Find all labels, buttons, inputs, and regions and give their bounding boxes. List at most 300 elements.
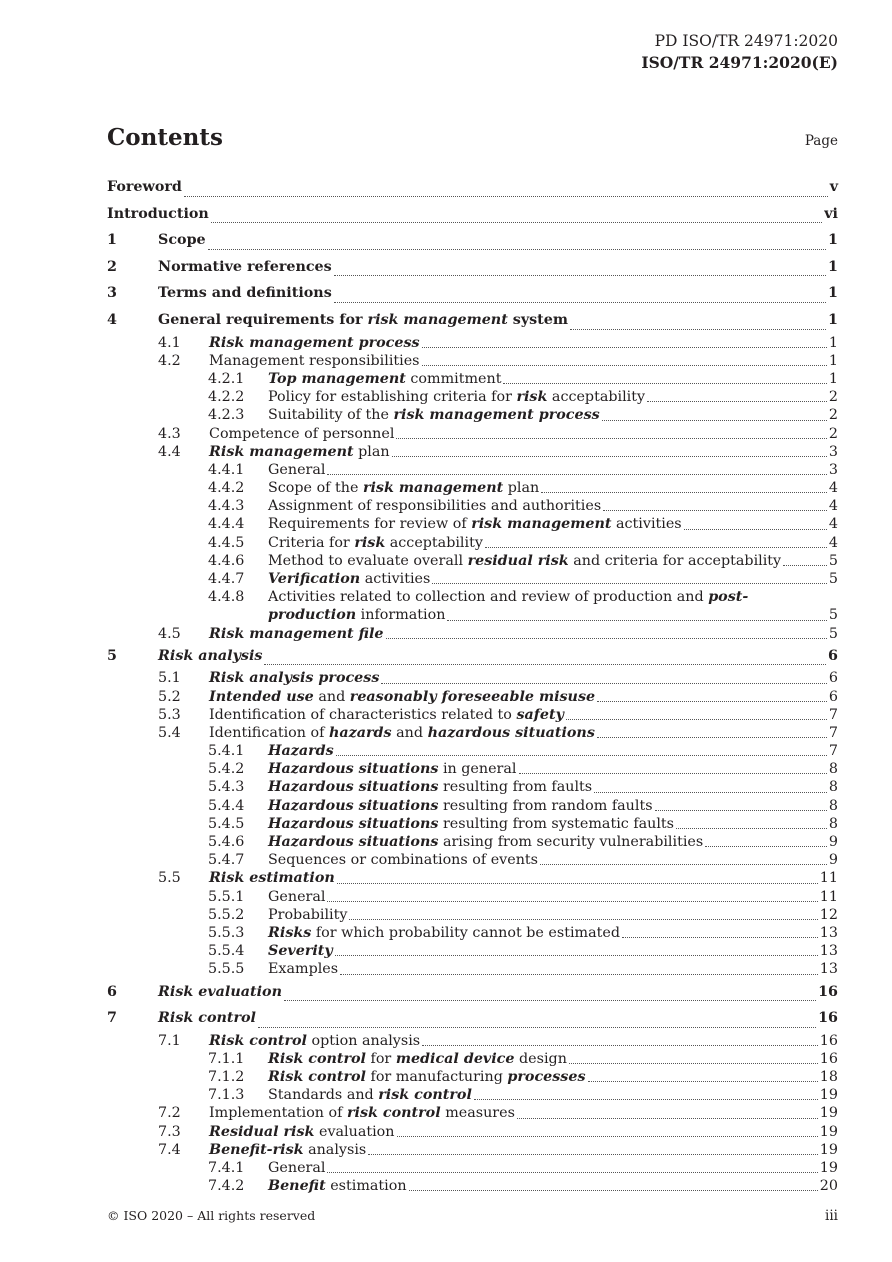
toc-entry-number: 5.4.3 [208, 779, 245, 796]
toc-entry[interactable] [107, 1141, 838, 1159]
toc-leader-dots [519, 773, 827, 774]
toc-page-number: 3 [828, 443, 838, 460]
toc-leader-dots [409, 1190, 818, 1191]
toc-entry-number: 7.1 [158, 1032, 181, 1049]
toc-entry-number: 6 [107, 983, 117, 1000]
toc-entry-number: 5.4.4 [208, 797, 245, 814]
toc-entry[interactable] [107, 1050, 838, 1068]
toc-entry-title [158, 307, 568, 334]
toc-entry-title [268, 479, 539, 497]
toc-title-segment: risk management [471, 516, 612, 533]
toc-page-number: 2 [828, 389, 838, 406]
toc-title-segment: Management responsibilities [209, 352, 420, 369]
toc-page-number: 11 [819, 870, 838, 887]
toc-entry-number: 4.3 [158, 425, 181, 442]
toc-title-segment: Verification [268, 571, 361, 587]
toc-title-segment: Requirements for review of [268, 516, 472, 533]
toc-leader-dots [284, 1000, 816, 1001]
toc-entry-number: 4.4.5 [208, 534, 245, 551]
toc-entry[interactable] [107, 888, 838, 906]
toc-title-segment: Risk control [268, 1069, 366, 1086]
toc-leader-dots [264, 664, 826, 665]
toc-title-segment: Examples [268, 961, 339, 978]
toc-entry-title [268, 924, 620, 942]
toc-entry[interactable] [107, 425, 838, 443]
toc-entry[interactable] [107, 1104, 838, 1122]
toc-leader-dots [602, 420, 827, 421]
toc-leader-dots [397, 1136, 818, 1137]
toc-entry-title [209, 352, 420, 370]
toc-page-number: 5 [828, 552, 838, 569]
toc-entry-title [268, 760, 517, 778]
toc-page-number: 7 [828, 724, 838, 741]
toc-leader-dots [368, 1154, 818, 1155]
toc-entry-number: 5.4.5 [208, 815, 245, 832]
toc-leader-dots [622, 937, 818, 938]
toc-leader-dots [208, 249, 826, 250]
toc-leader-dots [340, 974, 818, 975]
toc-title-segment: Benefit-risk [209, 1141, 304, 1158]
toc-leader-dots [705, 846, 827, 847]
toc-entry[interactable] [107, 724, 838, 742]
toc-leader-dots [335, 955, 818, 956]
toc-title-segment: Risk analysis [158, 647, 263, 664]
toc-entry-title [268, 1086, 472, 1104]
toc-leader-dots [422, 347, 827, 348]
toc-page-number: 6 [828, 670, 838, 687]
toc-entry-title [158, 280, 332, 307]
toc-leader-dots [503, 383, 826, 384]
toc-title-segment: residual risk [467, 552, 569, 569]
toc-entry[interactable] [107, 479, 838, 497]
toc-entry-number: 5.4.2 [208, 761, 245, 778]
toc-entry-title [209, 443, 390, 461]
toc-leader-dots [337, 883, 818, 884]
toc-entry[interactable] [107, 254, 838, 281]
toc-entry-title [268, 942, 333, 960]
toc-leader-dots [541, 492, 827, 493]
toc-title-segment: for which probability cannot be estimated [311, 924, 620, 941]
toc-entry-number: 4.4.3 [208, 498, 245, 515]
toc-title-segment: and criteria for acceptability [568, 552, 782, 569]
toc-entry-title [268, 552, 781, 570]
toc-entry[interactable] [107, 588, 838, 606]
toc-title-segment: resulting from systematic faults [438, 815, 675, 832]
toc-page-number: 16 [818, 1010, 838, 1027]
toc-page-number: 12 [819, 906, 838, 923]
toc-entry[interactable] [107, 606, 838, 624]
toc-leader-dots [566, 719, 827, 720]
toc-entry-number: 4.2.3 [208, 407, 245, 424]
toc-entry-title [268, 1050, 567, 1068]
toc-title-segment: Risk control [209, 1032, 307, 1049]
toc-entry-title [268, 570, 430, 588]
toc-entry-title [268, 797, 653, 815]
toc-entry[interactable] [107, 406, 838, 424]
toc-page-number: 5 [828, 625, 838, 642]
toc-title-segment: Severity [268, 943, 333, 960]
toc-entry-title [209, 1032, 420, 1050]
toc-page-number: 8 [828, 815, 838, 832]
toc-title-segment: in general [438, 761, 517, 778]
toc-leader-dots [386, 638, 827, 639]
toc-entry-number: 4.4.8 [208, 589, 245, 606]
toc-entry-title [268, 815, 674, 833]
toc-entry[interactable] [107, 552, 838, 570]
toc-title-segment: Risk control [158, 1010, 256, 1027]
toc-entry[interactable] [107, 1177, 838, 1195]
toc-title-segment: Risk analysis process [209, 670, 380, 687]
toc-entry[interactable] [107, 942, 838, 960]
toc-entry[interactable] [107, 906, 838, 924]
toc-page-number: 13 [819, 961, 838, 978]
toc-title-segment: processes [507, 1069, 586, 1086]
toc-entry[interactable] [107, 1123, 838, 1141]
toc-leader-dots [349, 919, 817, 920]
toc-leader-dots [517, 1118, 818, 1119]
toc-page-number: 4 [828, 534, 838, 551]
toc-entry-title [268, 778, 592, 796]
toc-entry-title [158, 643, 262, 670]
toc-page-number: 6 [828, 688, 838, 705]
toc-title-segment: Introduction [107, 205, 209, 222]
toc-entry-number: 7.4.1 [208, 1160, 245, 1177]
toc-entry-number: 5.1 [158, 670, 181, 687]
toc-entry[interactable] [107, 570, 838, 588]
toc-page-number: 19 [819, 1123, 838, 1140]
toc-title-segment: hazardous situations [427, 724, 595, 741]
page-column-label: Page [804, 133, 838, 149]
toc-title-segment: and [313, 688, 350, 705]
toc-entry-number: 5.2 [158, 688, 181, 705]
toc-page-number: 19 [819, 1160, 838, 1177]
toc-entry[interactable] [107, 461, 838, 479]
toc-entry-title [209, 334, 420, 352]
toc-title-segment: Hazardous situations [268, 815, 439, 832]
toc-entry-title [268, 833, 703, 851]
toc-page-number: 1 [828, 370, 838, 387]
toc-title-segment: medical device [395, 1050, 515, 1067]
toc-entry-number: 4 [107, 311, 117, 328]
toc-entry[interactable] [107, 706, 838, 724]
toc-page-number: 16 [819, 1032, 838, 1049]
toc-entry[interactable] [107, 370, 838, 388]
toc-title-segment: risk control [347, 1105, 441, 1122]
toc-entry-number: 4.4.7 [208, 571, 245, 587]
toc-title-segment: Risks [268, 924, 312, 941]
toc-entry-number: 1 [107, 232, 117, 249]
toc-page-number: 5 [828, 571, 838, 587]
toc-entry-title [268, 1177, 407, 1195]
toc-title-segment: Hazards [268, 743, 334, 760]
toc-entry-title [209, 425, 394, 443]
toc-leader-dots [211, 222, 822, 223]
toc-title-segment: Hazardous situations [268, 797, 439, 814]
toc-entry-title [268, 960, 338, 978]
toc-page-number: 16 [818, 983, 838, 1000]
toc-entry[interactable] [107, 1159, 838, 1177]
toc-title-segment: acceptability [547, 389, 646, 406]
toc-entry-number: 5.5.3 [208, 924, 245, 941]
toc-title-segment: for manufacturing [365, 1069, 508, 1086]
toc-page-number: 19 [819, 1087, 838, 1104]
toc-title-segment: evaluation [314, 1123, 395, 1140]
toc-entry[interactable] [107, 669, 838, 687]
toc-entry-title [268, 742, 334, 760]
toc-entry[interactable] [107, 778, 838, 796]
toc-page-number: 11 [819, 888, 838, 905]
toc-entry[interactable] [107, 534, 838, 552]
toc-entry[interactable] [107, 280, 838, 307]
toc-leader-dots [336, 755, 827, 756]
toc-title-segment: Policy for establishing criteria for [268, 389, 517, 406]
toc-title-segment: Sequences or combinations of events [268, 852, 538, 869]
toc-page-number: 4 [828, 498, 838, 515]
toc-title-segment: Hazardous situations [268, 779, 439, 796]
toc-entry[interactable] [107, 307, 838, 334]
toc-page-number: 18 [819, 1069, 838, 1086]
toc-entry[interactable] [107, 1086, 838, 1104]
toc-page-number: 4 [828, 480, 838, 497]
toc-leader-dots [676, 828, 827, 829]
toc-entry[interactable] [107, 924, 838, 942]
toc-entry[interactable] [107, 625, 838, 643]
toc-title-segment: for [365, 1050, 396, 1067]
toc-page-number: 8 [828, 761, 838, 778]
toc-title-segment: safety [516, 706, 564, 723]
toc-leader-dots [258, 1027, 816, 1028]
toc-title-segment: risk management [362, 480, 504, 497]
footer-page-number: iii [825, 1208, 838, 1224]
toc-entry-number: 5.4.6 [208, 834, 245, 851]
toc-entry[interactable] [107, 1068, 838, 1086]
toc-page-number: 1 [828, 352, 838, 369]
toc-entry-title [209, 724, 595, 742]
toc-entry[interactable] [107, 1032, 838, 1050]
toc-title-segment: production [268, 607, 357, 624]
toc-entry-number: 3 [107, 285, 117, 302]
toc-entry-number: 7.1.1 [208, 1050, 245, 1067]
toc-title-segment: Scope of the [268, 480, 363, 497]
toc-title-segment: Scope [158, 232, 206, 249]
toc-title-segment: Probability [268, 906, 348, 923]
document-header [641, 30, 838, 74]
toc-entry-title [209, 706, 564, 724]
toc-title-segment: Suitability of the [268, 407, 394, 424]
toc-title-segment: Foreword [107, 179, 182, 195]
toc-page-number: 7 [828, 706, 838, 723]
toc-entry[interactable] [107, 760, 838, 778]
toc-entry-number: 7.1.3 [208, 1087, 245, 1104]
toc-entry-number: 5.4.7 [208, 852, 245, 869]
toc-title-segment: Top management [268, 370, 406, 387]
toc-leader-dots [392, 456, 827, 457]
toc-entry-title [158, 1005, 256, 1032]
toc-title-segment: Intended use [209, 688, 314, 705]
toc-entry-title [158, 979, 282, 1006]
header-line-1: PD ISO/TR 24971:2020 [654, 32, 838, 50]
toc-entry-number: 7.3 [158, 1123, 181, 1140]
toc-leader-dots [432, 583, 827, 584]
toc-entry[interactable] [107, 227, 838, 254]
toc-title-segment: Risk evaluation [158, 983, 282, 1000]
toc-entry-number: 5.4.1 [208, 743, 245, 760]
table-of-contents [107, 174, 838, 1195]
toc-title-segment: Risk management process [209, 334, 420, 351]
toc-leader-dots [597, 737, 827, 738]
toc-title-segment: Assignment of responsibilities and authorities [268, 498, 602, 515]
toc-entry[interactable] [107, 797, 838, 815]
toc-page-number: 9 [828, 852, 838, 869]
toc-title-segment: Risk control [268, 1050, 366, 1067]
toc-leader-dots [588, 1081, 818, 1082]
toc-title-segment: post- [708, 589, 749, 606]
toc-title-segment: acceptability [385, 534, 483, 551]
toc-entry-title [268, 606, 445, 624]
toc-entry-number: 7.4.2 [208, 1178, 245, 1195]
toc-title-segment: resulting from faults [438, 779, 593, 796]
toc-title-segment: risk [516, 389, 548, 406]
toc-entry[interactable] [107, 688, 838, 706]
toc-entry-number: 5.5.1 [208, 888, 245, 905]
toc-title-segment: plan [503, 480, 540, 497]
toc-page-number: 13 [819, 924, 838, 941]
toc-title-segment: activities [611, 516, 682, 533]
toc-title-segment: information [356, 607, 446, 624]
toc-leader-dots [334, 275, 826, 276]
toc-page-number: 4 [828, 516, 838, 533]
toc-entry[interactable] [107, 1005, 838, 1032]
toc-entry[interactable] [107, 643, 838, 670]
toc-title-segment: risk control [378, 1087, 472, 1104]
toc-leader-dots [597, 701, 827, 702]
toc-entry-title [209, 688, 595, 706]
toc-entry-title [268, 534, 483, 552]
toc-leader-dots [327, 1172, 817, 1173]
page-title: Contents [107, 124, 223, 151]
toc-leader-dots [422, 1045, 818, 1046]
toc-entry-title [268, 906, 347, 924]
toc-entry-title [268, 406, 600, 424]
toc-entry-number: 5.5.2 [208, 906, 245, 923]
toc-entry[interactable] [107, 515, 838, 533]
toc-title-segment: Activities related to collection and review of production and [268, 589, 709, 606]
toc-title-segment: Method to evaluate overall [268, 552, 468, 569]
toc-title-segment: General [268, 461, 326, 478]
toc-entry-number: 7 [107, 1010, 117, 1027]
toc-entry[interactable] [107, 869, 838, 887]
toc-entry-number: 5.5 [158, 870, 181, 887]
toc-entry-number: 4.5 [158, 625, 181, 642]
toc-entry-title [268, 851, 538, 869]
toc-title-segment: risk management process [393, 407, 600, 424]
toc-entry-number: 5.5.5 [208, 961, 245, 978]
toc-entry-number: 5 [107, 647, 117, 664]
toc-entry[interactable] [107, 979, 838, 1006]
toc-entry[interactable] [107, 497, 838, 515]
toc-title-segment: Standards and [268, 1087, 379, 1104]
toc-entry-number: 4.4.6 [208, 552, 245, 569]
toc-leader-dots [485, 547, 827, 548]
toc-title-segment: Benefit [268, 1178, 326, 1195]
toc-leader-dots [184, 196, 828, 197]
toc-entry[interactable] [107, 388, 838, 406]
toc-entry[interactable] [107, 960, 838, 978]
toc-page-number: 13 [819, 943, 838, 960]
toc-entry-title [268, 1068, 586, 1086]
toc-entry-number: 4.1 [158, 334, 181, 351]
toc-title-segment: Terms and definitions [158, 285, 332, 302]
toc-page-number: 8 [828, 797, 838, 814]
toc-title-segment: Residual risk [209, 1123, 315, 1140]
toc-entry-number: 4.2.1 [208, 370, 245, 387]
toc-leader-dots [334, 302, 826, 303]
toc-entry-number: 7.1.2 [208, 1069, 245, 1086]
toc-entry-title [107, 201, 209, 228]
toc-page-number: 1 [828, 311, 838, 328]
toc-title-segment: commitment [405, 370, 502, 387]
toc-entry-number: 4.2.2 [208, 389, 245, 406]
toc-page-number: 6 [828, 647, 838, 664]
toc-entry[interactable] [107, 815, 838, 833]
toc-entry[interactable] [107, 201, 838, 228]
toc-entry[interactable] [107, 851, 838, 869]
toc-entry[interactable] [107, 443, 838, 461]
footer-copyright: © ISO 2020 – All rights reserved [107, 1208, 316, 1223]
toc-entry[interactable] [107, 742, 838, 760]
toc-leader-dots [422, 365, 827, 366]
toc-entry[interactable] [107, 174, 838, 201]
toc-page-number: vi [824, 205, 838, 222]
toc-page-number: 5 [828, 607, 838, 624]
toc-leader-dots [569, 1063, 818, 1064]
toc-title-segment: reasonably foreseeable misuse [349, 688, 596, 705]
toc-entry-title [268, 1159, 325, 1177]
toc-entry[interactable] [107, 352, 838, 370]
toc-page-number: 20 [819, 1178, 838, 1195]
toc-title-segment: Normative references [158, 258, 332, 275]
toc-title-segment: Risk estimation [209, 870, 335, 887]
toc-entry-number: 5.5.4 [208, 943, 245, 960]
toc-entry-title [158, 254, 332, 281]
toc-leader-dots [570, 329, 826, 330]
toc-leader-dots [381, 683, 827, 684]
toc-title-segment: and [391, 724, 428, 741]
toc-page-number: 19 [819, 1105, 838, 1122]
toc-leader-dots [647, 401, 827, 402]
toc-title-segment: General requirements for [158, 311, 368, 328]
toc-entry-number: 4.4.1 [208, 461, 245, 478]
toc-entry-title [209, 1141, 366, 1159]
toc-entry-title [268, 461, 325, 479]
toc-entry-title [268, 388, 645, 406]
toc-entry-title [209, 869, 335, 887]
toc-title-segment: design [514, 1050, 567, 1067]
toc-entry-title [268, 588, 748, 606]
toc-entry-title [268, 888, 325, 906]
toc-entry[interactable] [107, 833, 838, 851]
toc-title-segment: analysis [303, 1141, 367, 1158]
toc-title-segment: Hazardous situations [268, 761, 439, 778]
toc-entry[interactable] [107, 334, 838, 352]
toc-title-segment: plan [353, 443, 390, 460]
toc-page-number: 2 [828, 407, 838, 424]
toc-title-segment: hazards [328, 724, 392, 741]
toc-title-segment: Implementation of [209, 1105, 348, 1122]
toc-page-number: 8 [828, 779, 838, 796]
toc-title-segment: measures [440, 1105, 515, 1122]
toc-leader-dots [603, 510, 827, 511]
